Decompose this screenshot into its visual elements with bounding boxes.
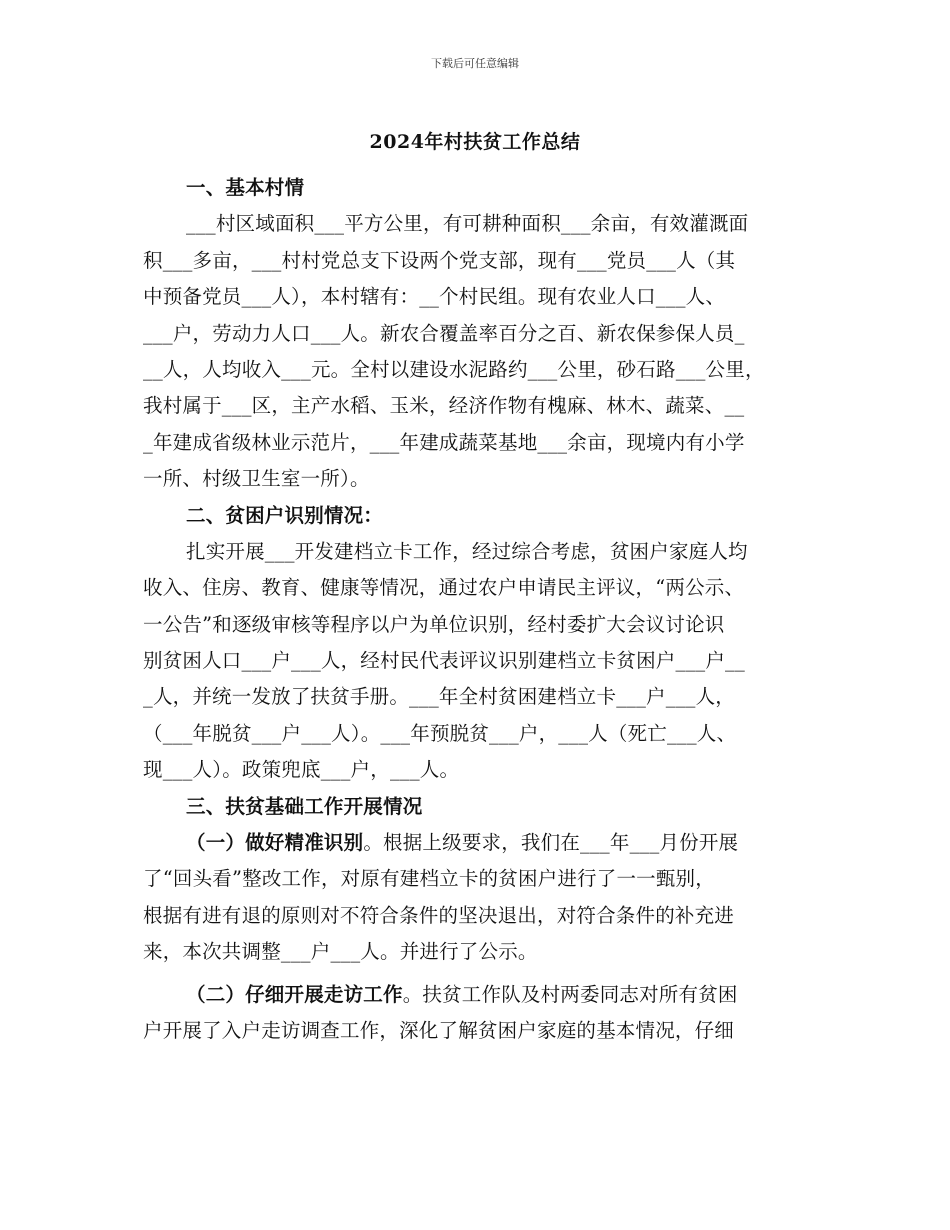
paragraph-line: [143, 825, 809, 861]
paragraph-line: 来，本次共调整___户___人。并进行了公示。: [143, 940, 538, 964]
paragraph-line: 积___多亩，___村村党总支下设两个党支部，现有___党员___人（其: [143, 248, 736, 272]
paragraph-line: 了“回头看”整改工作，对原有建档立卡的贫困户进行了一一甄别，: [143, 867, 715, 891]
paragraph-line: （___年脱贫___户___人）。___年预脱贫___户，___人（死亡___人、: [143, 721, 737, 745]
paragraph-line: ___村区域面积___平方公里，有可耕种面积___余亩，有效灌溉面: [186, 212, 749, 236]
paragraph-line: 别贫困人口___户___人，经村民代表评议识别建档立卡贫困户___户__: [143, 649, 745, 673]
paragraph-line: 收入、住房、教育、健康等情况，通过农户申请民主评议，“两公示、: [143, 576, 745, 600]
paragraph-line: __人，人均收入___元。全村以建设水泥路约___公里，砂石路___公里，: [143, 357, 765, 381]
document-title: 2024年村扶贫工作总结: [369, 131, 581, 153]
section-heading-2: 二、贫困户识别情况：: [186, 503, 384, 527]
paragraph-line: ___户，劳动力人口___人。新农合覆盖率百分之百、新农保参保人员_: [143, 321, 745, 345]
subsection-title: （二）仔细开展走访工作: [186, 982, 403, 1006]
paragraph-line: 中预备党员___人），本村辖有：__个村民组。现有农业人口___人、: [143, 285, 726, 309]
paragraph-text: 。根据上级要求，我们在___年___月份开展: [363, 831, 739, 855]
paragraph-line: 根据有进有退的原则对不符合条件的坚决退出，对符合条件的补充进: [143, 903, 735, 927]
paragraph-text: 。扶贫工作队及村两委同志对所有贫困: [402, 982, 738, 1006]
paragraph-line: 我村属于___区，主产水稻、玉米，经济作物有槐麻、林木、蔬菜、__: [143, 394, 745, 418]
subsection-title: （一）做好精准识别: [186, 831, 364, 855]
header-note: 下载后可任意编辑: [431, 57, 519, 70]
section-heading-1: 一、基本村情: [186, 176, 305, 199]
paragraph-line: _年建成省级林业示范片，___年建成蔬菜基地___余亩，现境内有小学: [143, 430, 745, 454]
document-body: [143, 170, 809, 1049]
paragraph-line: 扎实开展___开发建档立卡工作，经过综合考虑，贫困户家庭人均: [186, 539, 748, 563]
paragraph-line: 户开展了入户走访调查工作，深化了解贫困户家庭的基本情况，仔细: [143, 1018, 735, 1042]
paragraph-line: 一所、村级卫生室一所）。: [143, 467, 370, 491]
paragraph-line: 现___人）。政策兜底___户，___人。: [143, 758, 460, 782]
paragraph-line: 一公告”和逐级审核等程序以户为单位识别，经村委扩大会议讨论识: [143, 612, 725, 636]
paragraph-line: _人，并统一发放了扶贫手册。___年全村贫困建档立卡___户___人，: [143, 685, 736, 709]
section-heading-3: 三、扶贫基础工作开展情况: [186, 794, 423, 818]
paragraph-line: [143, 977, 809, 1013]
